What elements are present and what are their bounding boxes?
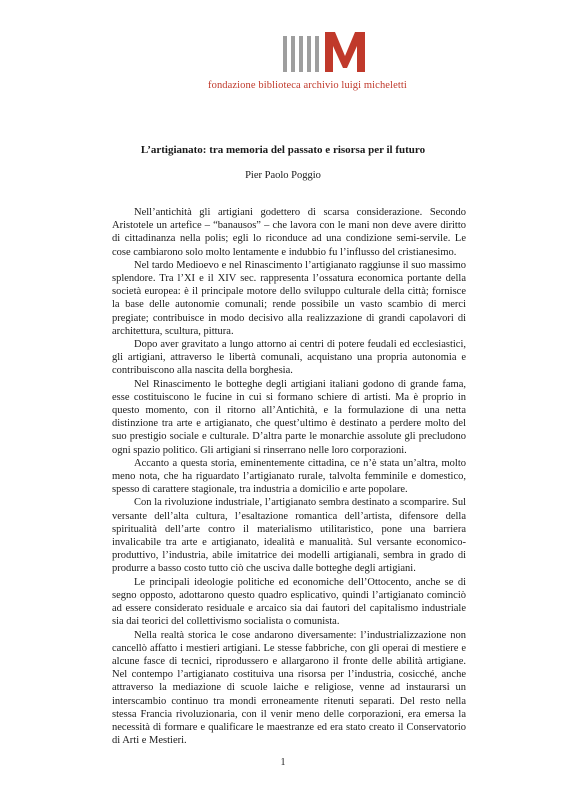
page-number: 1 — [280, 757, 286, 768]
fbalm-logo-icon — [283, 30, 375, 76]
paragraph: Nell’antichità gli artigiani godettero di scarsa considerazione. Secondo Aristotele un artefice – “banausos” – che lavora con le mani non deve avere diritto di cittadinanza nella polis; egli lo riconduce ad una condizione semi-servile. Le cose cambiarono solo molto lentamente e indubbio fu l’influsso del cristianesimo. — [112, 207, 466, 258]
document-title: L’artigianato: tra memoria del passato e risorsa per il futuro — [140, 144, 426, 156]
paragraph: Nel tardo Medioevo e nel Rinascimento l’artigianato raggiunse il suo massimo splendore. Tra l’XI e il XIV sec. rappresenta l’ossatura economica portante della società europea: è il principale motore dello sviluppo culturale della città; fornisce la base delle autonomie comunali; rende possibile un vasto scambio di merci pregiate; contribuisce in modo decisivo alla realizzazione di grandi capolavori di architettura, scultura, pittura. — [112, 259, 466, 337]
paragraph: Nella realtà storica le cose andarono diversamente: l’industrializzazione non cancellò affatto i mestieri artigiani. Le stesse fabbriche, con gli operai di mestiere e alcune fasce di tecnici, riprodussero e allargarono il fronte delle abilità artigiane. Nel contempo l’artigianato costituiva una risorsa per l’industria, cosicché, anche attraverso la mediazione di scuole laiche e religiose, venne ad instaurarsi un interscambio continuo tra mondi erroneamente ritenuti separati. Del resto nella stessa Francia rivoluzionaria, con il venir meno delle corporazioni, era emersa la necessità di formare e qualificare le maestranze ed era stato creato il Conservatorio di Arti e Mestieri. — [112, 629, 466, 747]
paragraph: Con la rivoluzione industriale, l’artigianato sembra destinato a scomparire. Sul versante dell’alta cultura, l’esaltazione romantica dell’artista, difensore della spiritualità dell’arte contro il materialismo utilitaristico, pone una barriera invalicabile tra arte e artigianato, idealità e manualità. Sul versante economico-produttivo, l’industria, abile imitatrice dei modelli artigianali, sembra in grado di produrre a basso costo tutto ciò che usciva dalle botteghe degli artigiani. — [112, 497, 466, 575]
document-author: Pier Paolo Poggio — [245, 170, 321, 181]
paragraph: Accanto a questa storia, eminentemente cittadina, ce n’è stata un’altra, molto meno nota, che ha riguardato l’artigianato rurale, talvolta femminile e domestico, spesso di carattere stagionale, tra industria a domicilio e arte popolare. — [112, 457, 466, 496]
logo-text: fondazione biblioteca archivio luigi micheletti — [208, 80, 407, 91]
paragraph: Nel Rinascimento le botteghe degli artigiani italiani godono di grande fama, esse costituiscono le fucine in cui si formano schiere di artisti. Ma è proprio in questo momento, con il ritorno all’Antichità, e la formulazione di una netta distinzione tra arte e artigianato, che quest’ultimo è destinato a perdere molto del suo prestigio sociale e culturale. D’altra parte le monarchie assolute gli precludono ogni spazio politico. Gli artigiani si rinserrano nelle loro corporazioni. — [112, 378, 466, 456]
document-body — [112, 206, 466, 747]
paragraph: Le principali ideologie politiche ed economiche dell’Ottocento, anche se di segno opposto, adottarono questo quadro esplicativo, quindi l’artigianato cominciò ad essere considerato residuale e arcaico sia dai fautori del capitalismo industriale sia dai teorici del collettivismo socialista o comunista. — [112, 576, 466, 628]
logo-header — [0, 30, 566, 90]
paragraph: Dopo aver gravitato a lungo attorno ai centri di potere feudali ed ecclesiastici, gli artigiani, attraverso le libertà comunali, acquistano una propria autonomia e contribuiscono alla nascita della borghesia. — [112, 339, 466, 377]
